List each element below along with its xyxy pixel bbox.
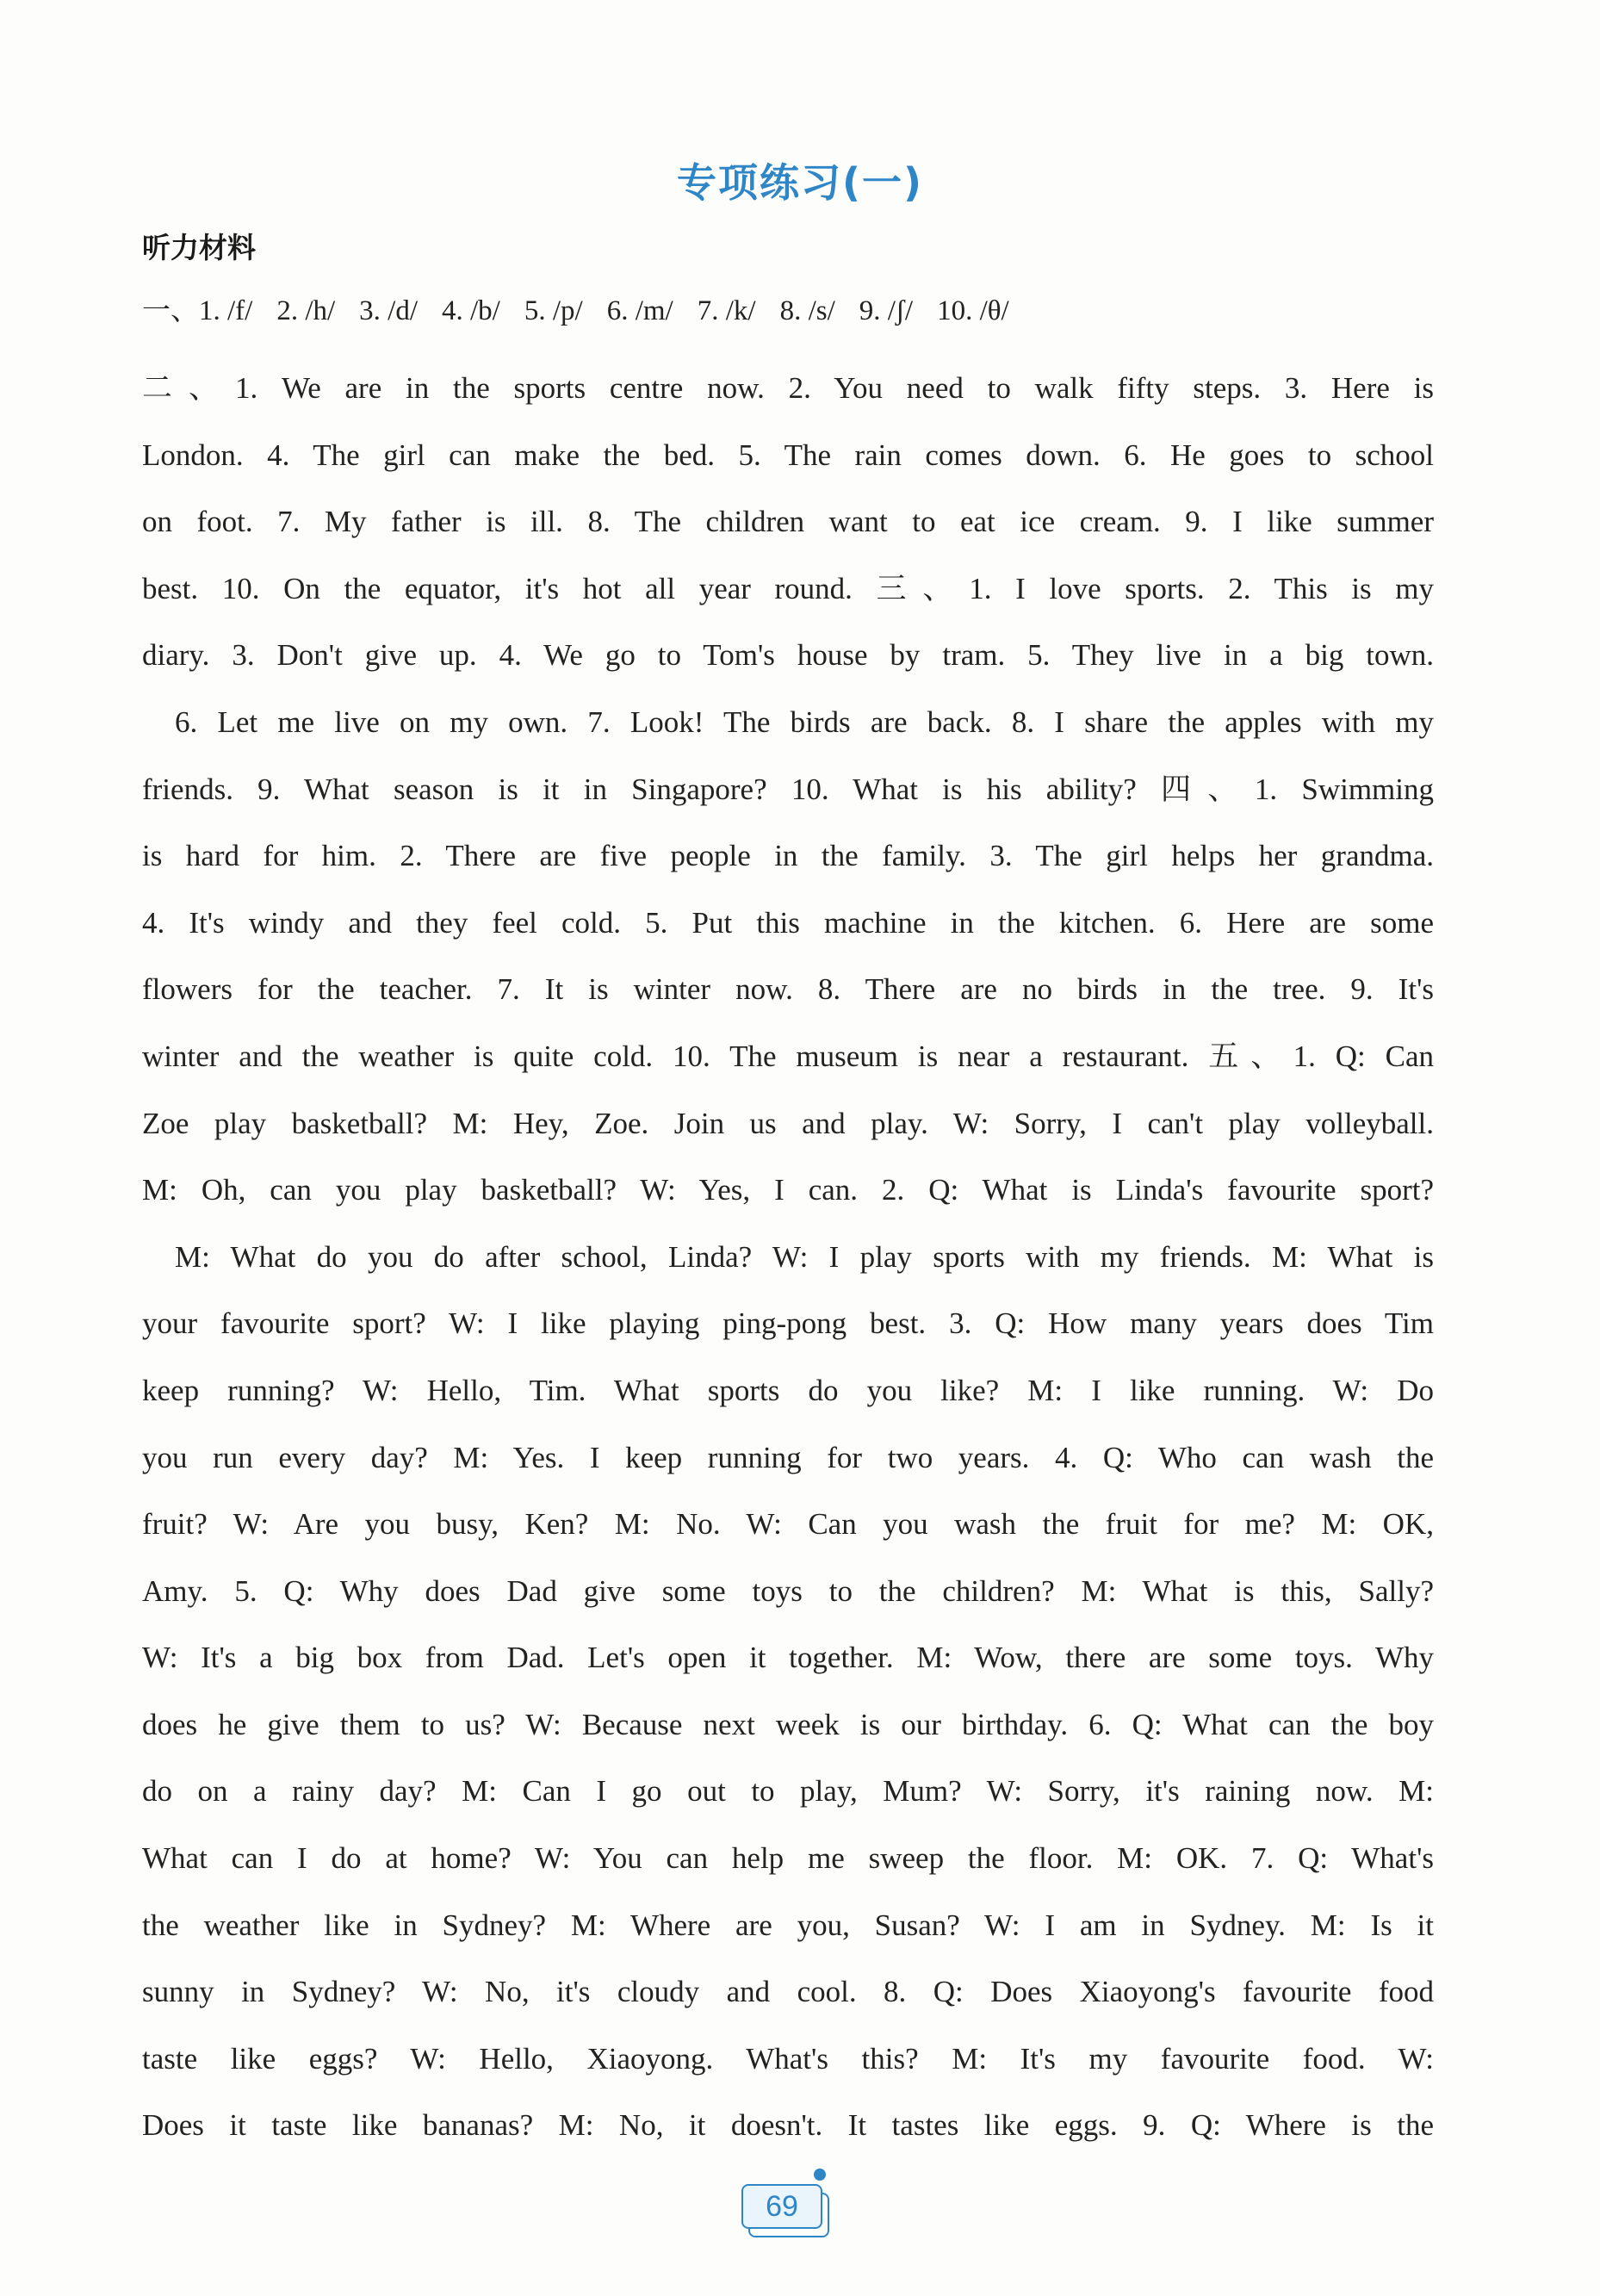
text-line: best. 10. On the equator, it's hot all year round. 三、1. I love sports. 2. This is my (142, 571, 1434, 605)
phonetic-item: 7. /k/ (697, 295, 756, 326)
phonetics-prefix: 一、 (142, 295, 199, 326)
phonetics-line (142, 291, 1434, 331)
text-line: 4. It's windy and they feel cold. 5. Put this machine in the kitchen. 6. Here are some (142, 905, 1434, 940)
text-line: London. 4. The girl can make the bed. 5. The rain comes down. 6. He goes to school (142, 437, 1434, 472)
text-line: diary. 3. Don't give up. 4. We go to Tom's house by tram. 5. They live in a big town. (142, 638, 1434, 673)
text-line: is hard for him. 2. There are five people in the family. 3. The girl helps her grandma. (142, 839, 1434, 873)
text-line: do on a rainy day? M: Can I go out to play, Mum? W: Sorry, it's raining now. M: (142, 1774, 1434, 1809)
text-line: Zoe play basketball? M: Hey, Zoe. Join us and play. W: Sorry, I can't play volleyball. (142, 1106, 1434, 1140)
page-title: 专项练习(一) (676, 159, 924, 206)
page-number-dot-icon (814, 2169, 826, 2181)
text-line: Amy. 5. Q: Why does Dad give some toys to the children? M: What is this, Sally? (142, 1573, 1434, 1608)
page-number: 69 (741, 2184, 822, 2229)
text-line: flowers for the teacher. 7. It is winter now. 8. There are no birds in the tree. 9. It's (142, 972, 1434, 1007)
text-line: you run every day? M: Yes. I keep running for two years. 4. Q: Who can wash the (142, 1440, 1434, 1474)
listening-transcript (142, 355, 1434, 2159)
text-line: M: Oh, can you play basketball? W: Yes, I can. 2. Q: What is Linda's favourite sport? (142, 1173, 1434, 1207)
text-line: the weather like in Sydney? M: Where are you, Susan? W: I am in Sydney. M: Is it (142, 1908, 1434, 1942)
section-heading: 听力材料 (142, 231, 256, 264)
phonetic-item: 9. /ʃ/ (859, 295, 914, 326)
text-line: keep running? W: Hello, Tim. What sports do you like? M: I like running. W: Do (142, 1373, 1434, 1407)
text-line: winter and the weather is quite cold. 10. The museum is near a restaurant. 五、1. Q: Can (142, 1039, 1434, 1073)
phonetic-item: 4. /b/ (442, 295, 500, 326)
phonetic-item: 6. /m/ (606, 295, 673, 326)
text-line: M: What do you do after school, Linda? W: I play sports with my friends. M: What is (175, 1239, 1434, 1274)
text-line: sunny in Sydney? W: No, it's cloudy and cool. 8. Q: Does Xiaoyong's favourite food (142, 1975, 1434, 2009)
text-line: 二、1. We are in the sports centre now. 2. You need to walk fifty steps. 3. Here is (142, 371, 1434, 405)
text-line: does he give them to us? W: Because next week is our birthday. 6. Q: What can the boy (142, 1707, 1434, 1741)
text-line: on foot. 7. My father is ill. 8. The children want to eat ice cream. 9. I like summer (142, 505, 1434, 539)
text-line: taste like eggs? W: Hello, Xiaoyong. What's this? M: It's my favourite food. W: (142, 2041, 1434, 2076)
text-line: friends. 9. What season is it in Singapore? 10. What is his ability? 四、1. Swimming (142, 772, 1434, 806)
text-line: Does it taste like bananas? M: No, it doesn't. It tastes like eggs. 9. Q: Where is the (142, 2108, 1434, 2143)
text-line: W: It's a big box from Dad. Let's open it together. M: Wow, there are some toys. Why (142, 1641, 1434, 1675)
phonetic-item: 3. /d/ (359, 295, 419, 326)
phonetic-item: 2. /h/ (276, 295, 336, 326)
phonetic-item: 5. /p/ (524, 295, 583, 326)
text-line: What can I do at home? W: You can help me sweep the floor. M: OK. 7. Q: What's (142, 1841, 1434, 1876)
text-line: 6. Let me live on my own. 7. Look! The birds are back. 8. I share the apples with my (175, 704, 1434, 739)
phonetic-item: 1. /f/ (199, 295, 253, 326)
text-line: fruit? W: Are you busy, Ken? M: No. W: Can you wash the fruit for me? M: OK, (142, 1507, 1434, 1542)
text-line: your favourite sport? W: I like playing ping-pong best. 3. Q: How many years does Tim (142, 1306, 1434, 1341)
phonetic-item: 8. /s/ (779, 295, 835, 326)
phonetic-item: 10. /θ/ (937, 295, 1009, 326)
